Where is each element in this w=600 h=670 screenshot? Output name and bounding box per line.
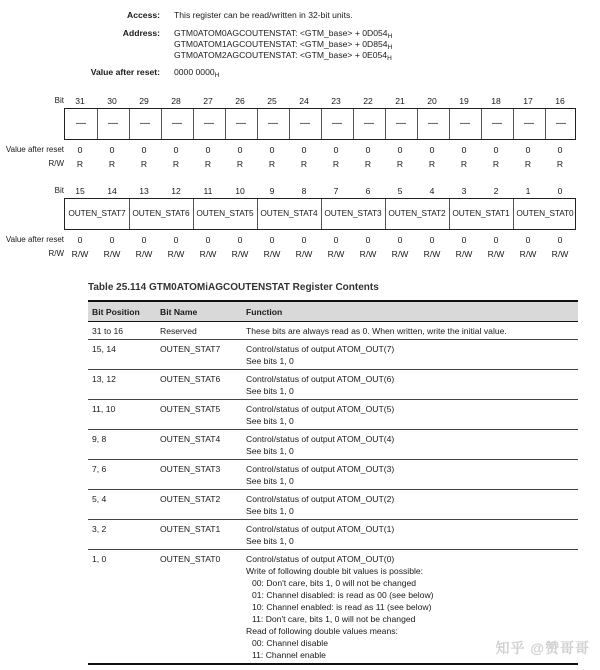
upper-reset-row (0, 145, 600, 157)
reset-bit: 0 (301, 145, 307, 155)
bit-number: 5 (397, 186, 403, 196)
reset-bit: 0 (493, 145, 499, 155)
rw-bit: R (556, 159, 564, 169)
reserved-bit-cell: — (268, 118, 278, 129)
reserved-bit-cell: — (300, 118, 310, 129)
reset-bit: 0 (269, 235, 275, 245)
reset-bit: 0 (461, 145, 467, 155)
rw-bit: R (236, 159, 244, 169)
register-contents-table (88, 300, 578, 665)
function-line: Read of following double values means: (246, 626, 398, 636)
rw-bit: R/W (519, 249, 537, 259)
reset-bit: 0 (429, 145, 435, 155)
bit-number: 17 (523, 96, 533, 106)
reset-bit: 0 (397, 145, 403, 155)
field-outen-stat5: OUTEN_STAT5 (196, 208, 254, 218)
rw-bit: R (76, 159, 84, 169)
rw-bit: R (396, 159, 404, 169)
upper-register-box (64, 108, 576, 140)
address-suffix: H (387, 44, 393, 51)
bit-name-cell: Reserved (156, 322, 242, 340)
function-line: Control/status of output ATOM_OUT(1) (246, 524, 395, 534)
rw-bit: R/W (103, 249, 121, 259)
bit-number: 21 (395, 96, 405, 106)
table-row (88, 322, 578, 340)
bit-number: 28 (171, 96, 181, 106)
reset-bit: 0 (173, 145, 179, 155)
function-cell (242, 400, 578, 430)
lower-reset-row (0, 235, 600, 247)
bit-number: 11 (203, 186, 213, 196)
rw-bit: R/W (199, 249, 217, 259)
bit-number: 19 (459, 96, 469, 106)
reserved-bit-cell: — (76, 118, 86, 129)
rw-bit: R/W (263, 249, 281, 259)
access-value: This register can be read/written in 32-bit units. (174, 10, 353, 20)
bit-number: 31 (75, 96, 85, 106)
rw-bit: R/W (135, 249, 153, 259)
bit-number: 29 (139, 96, 149, 106)
reset-bit: 0 (237, 235, 243, 245)
bit-number: 25 (267, 96, 277, 106)
bit-number: 10 (235, 186, 245, 196)
rw-bit: R/W (551, 249, 569, 259)
address-suffix: H (387, 33, 393, 40)
rw-bit: R (268, 159, 276, 169)
bit-position-cell: 9, 8 (88, 430, 156, 460)
bit-number: 22 (363, 96, 373, 106)
reset-bit: 0 (237, 145, 243, 155)
function-line: Control/status of output ATOM_OUT(3) (246, 464, 395, 474)
function-line: See bits 1, 0 (246, 476, 294, 486)
reset-bit: 0 (557, 145, 563, 155)
reserved-bit-cell: — (492, 118, 502, 129)
rw-bit: R/W (295, 249, 313, 259)
bit-number: 14 (107, 186, 117, 196)
rw-bit: R (300, 159, 308, 169)
reset-bit: 0 (525, 235, 531, 245)
bit-row-label: Bit (54, 186, 64, 195)
reset-bit: 0 (365, 235, 371, 245)
reset-bit: 0 (493, 235, 499, 245)
reset-bit: 0 (141, 145, 147, 155)
table-row (88, 460, 578, 490)
reset-bit: 0 (333, 235, 339, 245)
bit-position-cell: 15, 14 (88, 340, 156, 370)
bit-number: 4 (429, 186, 435, 196)
function-line: See bits 1, 0 (246, 536, 294, 546)
reset-row-label: Value after reset (5, 235, 64, 244)
function-line: See bits 1, 0 (246, 356, 294, 366)
address-text: GTM0ATOM2AGCOUTENSTAT: <GTM_base> + 0E054 (174, 50, 388, 60)
reserved-bit-cell: — (556, 118, 566, 129)
rw-bit: R/W (487, 249, 505, 259)
reset-bit: 0 (525, 145, 531, 155)
function-cell (242, 430, 578, 460)
rw-bit: R (172, 159, 180, 169)
reset-bit: 0 (397, 235, 403, 245)
rw-bit: R (460, 159, 468, 169)
function-cell (242, 340, 578, 370)
reserved-bit-cell: — (236, 118, 246, 129)
reset-bit: 0 (109, 235, 115, 245)
rw-bit: R (364, 159, 372, 169)
function-line: 11: Don't care, bits 1, 0 will not be changed (252, 614, 416, 624)
bit-number: 0 (557, 186, 563, 196)
rw-bit: R (428, 159, 436, 169)
bit-number: 23 (331, 96, 341, 106)
rw-bit: R (332, 159, 340, 169)
table-caption: Table 25.114 GTM0ATOMiAGCOUTENSTAT Register Contents (88, 282, 379, 293)
function-line: Control/status of output ATOM_OUT(5) (246, 404, 395, 414)
reserved-bit-cell: — (364, 118, 374, 129)
bit-number: 6 (365, 186, 371, 196)
reset-bit: 0 (429, 235, 435, 245)
function-line: See bits 1, 0 (246, 416, 294, 426)
bit-name-cell: OUTEN_STAT4 (156, 430, 242, 460)
bit-name-cell: OUTEN_STAT6 (156, 370, 242, 400)
header-bit-position: Bit Position (88, 301, 156, 322)
function-line: 11: Channel enable (252, 650, 326, 660)
bit-name-cell: OUTEN_STAT5 (156, 400, 242, 430)
reserved-bit-cell: — (396, 118, 406, 129)
rw-row-label: R/W (48, 159, 64, 168)
reset-bit: 0 (557, 235, 563, 245)
lower-register-box (64, 198, 576, 230)
function-line: Control/status of output ATOM_OUT(2) (246, 494, 395, 504)
function-line: Control/status of output ATOM_OUT(6) (246, 374, 395, 384)
reset-bit: 0 (461, 235, 467, 245)
reset-value-suffix: H (214, 72, 220, 79)
bit-name-cell: OUTEN_STAT3 (156, 460, 242, 490)
table-header-row (88, 301, 578, 322)
reserved-bit-cell: — (524, 118, 534, 129)
bit-number: 12 (171, 186, 181, 196)
bit-number: 1 (525, 186, 531, 196)
bit-number: 27 (203, 96, 213, 106)
function-line: See bits 1, 0 (246, 446, 294, 456)
address-text: GTM0ATOM0AGCOUTENSTAT: <GTM_base> + 0D054 (174, 28, 388, 38)
function-cell (242, 370, 578, 400)
upper-rw-row (0, 159, 600, 171)
lower-rw-row (0, 249, 600, 261)
field-outen-stat7: OUTEN_STAT7 (68, 208, 126, 218)
rw-bit: R (108, 159, 116, 169)
bit-number: 2 (493, 186, 499, 196)
rw-bit: R/W (455, 249, 473, 259)
bit-number: 24 (299, 96, 309, 106)
table-row (88, 520, 578, 550)
bit-position-cell: 11, 10 (88, 400, 156, 430)
function-line: Control/status of output ATOM_OUT(4) (246, 434, 395, 444)
address-text: GTM0ATOM1AGCOUTENSTAT: <GTM_base> + 0D854 (174, 39, 388, 49)
bit-position-cell: 3, 2 (88, 520, 156, 550)
rw-bit: R/W (71, 249, 89, 259)
field-outen-stat2: OUTEN_STAT2 (388, 208, 446, 218)
function-cell (242, 520, 578, 550)
table-row (88, 370, 578, 400)
upper-bit-number-row (0, 96, 600, 108)
rw-bit: R (140, 159, 148, 169)
function-line: See bits 1, 0 (246, 386, 294, 396)
bit-number: 30 (107, 96, 117, 106)
reset-bit: 0 (77, 235, 83, 245)
function-line: 00: Channel disable (252, 638, 328, 648)
address-line (174, 50, 392, 62)
table-row (88, 490, 578, 520)
rw-bit: R/W (327, 249, 345, 259)
function-line: 10: Channel enabled: is read as 11 (see below) (252, 602, 432, 612)
bit-number: 9 (269, 186, 275, 196)
rw-bit: R/W (391, 249, 409, 259)
header-function: Function (242, 301, 578, 322)
function-line: See bits 1, 0 (246, 506, 294, 516)
rw-bit: R (204, 159, 212, 169)
bit-number: 8 (301, 186, 307, 196)
rw-bit: R (524, 159, 532, 169)
reserved-bit-cell: — (108, 118, 118, 129)
function-cell (242, 490, 578, 520)
reset-bit: 0 (109, 145, 115, 155)
field-outen-stat0: OUTEN_STAT0 (516, 208, 574, 218)
bit-number: 7 (333, 186, 339, 196)
function-line: 00: Don't care, bits 1, 0 will not be changed (252, 578, 417, 588)
rw-bit: R/W (231, 249, 249, 259)
bit-position-cell: 31 to 16 (88, 322, 156, 340)
bit-name-cell: OUTEN_STAT2 (156, 490, 242, 520)
function-cell (242, 322, 578, 340)
reset-bit: 0 (173, 235, 179, 245)
reset-bit: 0 (269, 145, 275, 155)
bit-position-cell: 1, 0 (88, 550, 156, 665)
function-line: 01: Channel disabled: is read as 00 (see below) (252, 590, 434, 600)
bit-number: 16 (555, 96, 565, 106)
function-line: These bits are always read as 0. When written, write the initial value. (246, 326, 507, 336)
bit-number: 3 (461, 186, 467, 196)
reset-bit: 0 (205, 145, 211, 155)
bit-number: 26 (235, 96, 245, 106)
bit-position-cell: 7, 6 (88, 460, 156, 490)
reset-bit: 0 (205, 235, 211, 245)
reset-value-label: Value after reset: (90, 67, 160, 77)
reset-bit: 0 (365, 145, 371, 155)
field-outen-stat3: OUTEN_STAT3 (324, 208, 382, 218)
reset-bit: 0 (333, 145, 339, 155)
address-label: Address: (122, 28, 160, 38)
reset-value (174, 67, 219, 79)
bit-number: 18 (491, 96, 501, 106)
reset-value-text: 0000 0000 (174, 67, 215, 77)
bit-number: 15 (75, 186, 85, 196)
field-outen-stat6: OUTEN_STAT6 (132, 208, 190, 218)
rw-bit: R/W (423, 249, 441, 259)
header-bit-name: Bit Name (156, 301, 242, 322)
function-line: Control/status of output ATOM_OUT(7) (246, 344, 395, 354)
bit-number: 20 (427, 96, 437, 106)
rw-row-label: R/W (48, 249, 64, 258)
reserved-bit-cell: — (460, 118, 470, 129)
reserved-bit-cell: — (332, 118, 342, 129)
reset-row-label: Value after reset (5, 145, 64, 154)
bit-name-cell: OUTEN_STAT0 (156, 550, 242, 665)
bit-position-cell: 5, 4 (88, 490, 156, 520)
reserved-bit-cell: — (428, 118, 438, 129)
field-outen-stat4: OUTEN_STAT4 (260, 208, 318, 218)
bit-name-cell: OUTEN_STAT1 (156, 520, 242, 550)
lower-bit-number-row (0, 186, 600, 198)
function-line: Write of following double bit values is possible: (246, 566, 424, 576)
field-outen-stat1: OUTEN_STAT1 (452, 208, 510, 218)
table-row (88, 400, 578, 430)
rw-bit: R (492, 159, 500, 169)
table-row (88, 430, 578, 460)
function-cell (242, 460, 578, 490)
reserved-bit-cell: — (140, 118, 150, 129)
function-line: Control/status of output ATOM_OUT(0) (246, 554, 395, 564)
rw-bit: R/W (167, 249, 185, 259)
bit-position-cell: 13, 12 (88, 370, 156, 400)
reset-bit: 0 (141, 235, 147, 245)
watermark: 知乎 @赞哥哥 (495, 640, 590, 656)
reserved-bit-cell: — (204, 118, 214, 129)
bit-row-label: Bit (54, 96, 64, 105)
bit-name-cell: OUTEN_STAT7 (156, 340, 242, 370)
address-suffix: H (387, 55, 392, 62)
rw-bit: R/W (359, 249, 377, 259)
reserved-bit-cell: — (172, 118, 182, 129)
table-row (88, 340, 578, 370)
access-label: Access: (127, 10, 160, 20)
reset-bit: 0 (77, 145, 83, 155)
reset-bit: 0 (301, 235, 307, 245)
bit-number: 13 (139, 186, 149, 196)
